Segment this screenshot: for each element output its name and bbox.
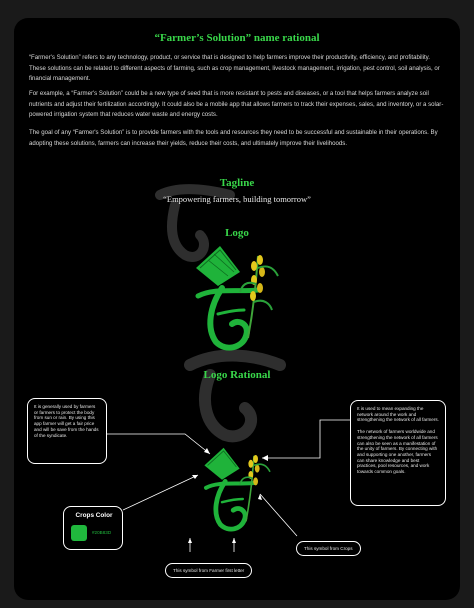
tagline-title: Tagline xyxy=(219,177,255,189)
crops-symbol-note: This symbol from Crops xyxy=(296,541,361,556)
logo-title: Logo xyxy=(225,227,249,239)
tagline-text: “Empowering farmers, building tomorrow” xyxy=(163,194,311,204)
name-rational-paragraph-2: For example, a “Farmer's Solution” could be a new type of seed that is more resistant to pests and diseases, or a tool that helps farmers analyze soil nutrients and adjust their fertilization accordingly. It could also be a mobile app that allows farmers to track their expenses, sales, and inventory, or a solar-powered irrigation system that reduces water waste and energy costs. xyxy=(29,90,444,118)
farmer-letter-arrowhead-left xyxy=(188,538,192,543)
network-note-paragraph-1: It is used to mean expanding the network around the work and strengthening the network of all farmers. xyxy=(357,406,439,423)
network-rational-note xyxy=(350,400,446,506)
hat-rational-note: It is generally used by farmers or farmers to protect the body from sun or rain. By using this app farmer will get a fair price and will be save from the hands of the syndicate. xyxy=(27,398,107,464)
crops-color-swatch xyxy=(71,525,87,541)
crops-color-label: Crops Color xyxy=(75,512,113,519)
hat-connector-line xyxy=(105,434,210,454)
rational-logo xyxy=(198,447,278,535)
name-rational-paragraph-1: “Farmer's Solution” refers to any technology, product, or service that is designed to help farmers improve their productivity, efficiency, and profitability. These solutions can be related to different aspects of farming, such as crop management, livestock management, irrigation, pest control, soil analysis, or financial management. xyxy=(29,54,440,82)
name-rational-title: “Farmer’s Solution” name rational xyxy=(154,32,320,44)
crops-color-hex: #20B83D xyxy=(92,530,112,535)
name-rational-paragraph-3: The goal of any “Farmer's Solution” is to provide farmers with the tools and resources they need to be successful and sustainable in their operations. By adopting these solutions, farmers can increase their yields, reduce their costs, and ultimately improve their livelihoods. xyxy=(29,129,438,147)
farmer-letter-arrowhead-right xyxy=(232,538,236,543)
crops-color-connector-line xyxy=(123,475,198,510)
network-note-paragraph-2: The network of farmers worldwide and strengthening the network of all farmers can also be seen as a manifestation of the unity of farmers. By connecting with and supporting one another, farmers can share knowledge and best practices, pool resources, and work towards common goals. xyxy=(357,429,438,475)
logo-rational-title: Logo Rational xyxy=(203,369,271,381)
letter-f-icon xyxy=(206,481,254,529)
farmer-hat-icon xyxy=(204,448,239,480)
farmer-letter-note: This symbol from Farmer first letter xyxy=(165,563,252,578)
crops-color-card xyxy=(63,506,123,550)
